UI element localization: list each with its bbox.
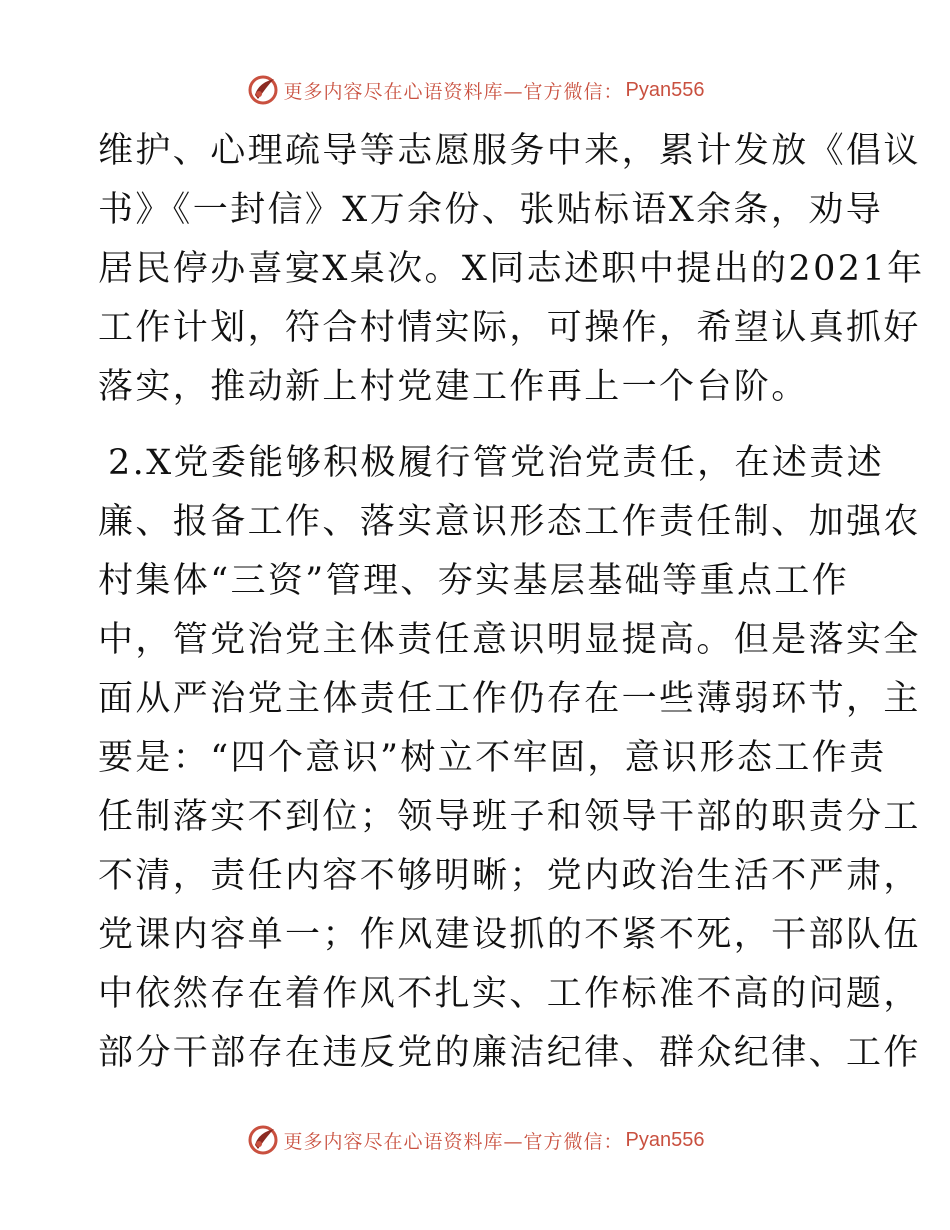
text-line: 不清，责任内容不够明晰；党内政治生活不严肃， — [98, 856, 921, 896]
text-line: 村集体“三资”管理、夯实基层基础等重点工作 — [98, 561, 850, 601]
header-banner — [0, 70, 950, 110]
text-line: 居民停办喜宴X桌次。X同志述职中提出的2021年 — [98, 249, 925, 289]
banner-text: 更多内容尽在心语资料库—官方微信： — [283, 80, 624, 103]
text-line: 中，管党治党主体责任意识明显提高。但是落实全 — [98, 620, 921, 660]
brand-logo-icon — [246, 73, 280, 107]
text-line: 党课内容单一；作风建设抓的不紧不死，干部队伍 — [98, 915, 921, 955]
text-line: 部分干部存在违反党的廉洁纪律、群众纪律、工作 — [98, 1033, 921, 1073]
text-line: 任制落实不到位；领导班子和领导干部的职责分工 — [98, 797, 921, 837]
banner-wechat-id: Pyan556 — [625, 1128, 705, 1151]
text-line: 维护、心理疏导等志愿服务中来，累计发放《倡议 — [98, 131, 921, 171]
text-line: 书》《一封信》X万余份、张贴标语X余条，劝导 — [98, 190, 884, 230]
text-line: 工作计划，符合村情实际，可操作，希望认真抓好 — [98, 308, 921, 348]
text-line: 中依然存在着作风不扎实、工作标准不高的问题， — [98, 974, 921, 1014]
text-line: 廉、报备工作、落实意识形态工作责任制、加强农 — [98, 502, 921, 542]
text-line: 面从严治党主体责任工作仍存在一些薄弱环节，主 — [98, 679, 921, 719]
text-line: 落实，推动新上村党建工作再上一个台阶。 — [98, 367, 809, 407]
text-line: 2.X党委能够积极履行管党治党责任，在述责述 — [108, 443, 885, 483]
footer-banner — [0, 1120, 950, 1160]
brand-logo-icon — [246, 1123, 280, 1157]
banner-text: 更多内容尽在心语资料库—官方微信： — [283, 1130, 624, 1153]
banner-wechat-id: Pyan556 — [625, 78, 705, 101]
text-line: 要是：“四个意识”树立不牢固，意识形态工作责 — [98, 738, 887, 778]
paragraph-gap — [98, 417, 858, 434]
document-body — [98, 122, 925, 1083]
